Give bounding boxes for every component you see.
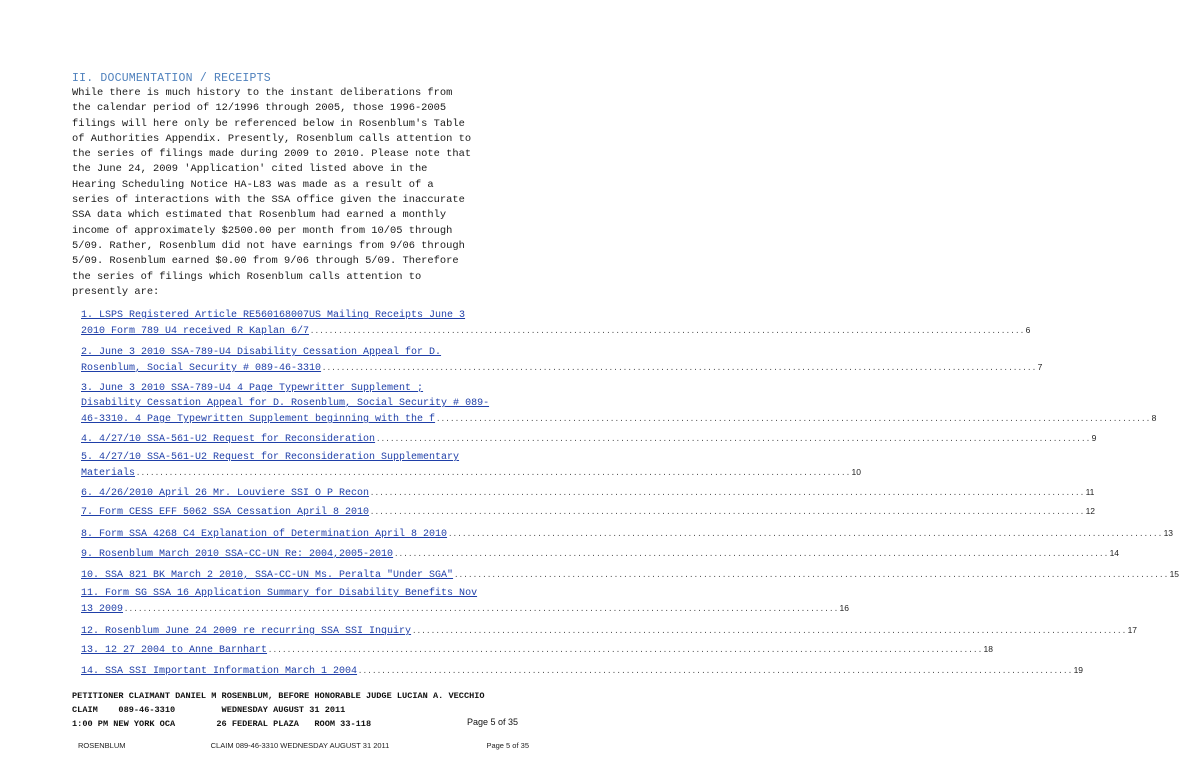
toc-entry-12[interactable] bbox=[81, 623, 1138, 638]
paragraph-line: series of interactions with the SSA office given the inaccurate bbox=[72, 194, 465, 207]
toc-entry-text[interactable]: Materials bbox=[81, 468, 136, 479]
paragraph-line: SSA data which estimated that Rosenblum had earned a monthly bbox=[72, 209, 447, 222]
toc-entry-11[interactable] bbox=[81, 586, 849, 616]
paragraph-line: filings will here only be referenced below in Rosenblum's Table bbox=[72, 117, 465, 130]
leader-dots: ........................................................................................................................................................ bbox=[412, 628, 1127, 636]
toc-entry-9[interactable] bbox=[81, 546, 1120, 561]
toc-page-number: 12 bbox=[1085, 506, 1096, 516]
toc-entry-8[interactable] bbox=[81, 526, 1174, 541]
paragraph-line: While there is much history to the instant deliberations from bbox=[72, 87, 453, 99]
toc-entry-text[interactable]: 3. June 3 2010 SSA-789-U4 4 Page Typewritter Supplement ; bbox=[81, 383, 424, 394]
toc-entry-14[interactable] bbox=[81, 663, 1084, 678]
toc-entry-5[interactable] bbox=[81, 450, 861, 480]
toc-entry-6[interactable] bbox=[81, 485, 1095, 500]
leader-dots: ........................................................................................................................................................ bbox=[454, 572, 1169, 580]
toc-page-number: 16 bbox=[839, 603, 849, 613]
leader-dots: ........................................................................................................................................................ bbox=[436, 416, 1151, 424]
toc-entry-text[interactable]: 6. 4/26/2010 April 26 Mr. Louviere SSI O P Recon bbox=[81, 488, 370, 499]
toc-entry-text[interactable]: 13 2009 bbox=[81, 604, 124, 615]
toc-page-number: 10 bbox=[851, 467, 861, 477]
toc-page-number: 18 bbox=[983, 644, 994, 654]
case-footer bbox=[72, 689, 485, 731]
toc-entry-text[interactable]: 5. 4/27/10 SSA-561-U2 Request for Reconsideration Supplementary bbox=[81, 452, 460, 463]
leader-dots: ........................................................................................................................................................ bbox=[376, 436, 1091, 444]
leader-dots: ........................................................................................................................................................ bbox=[136, 470, 851, 478]
toc-page-number: 15 bbox=[1169, 569, 1179, 579]
toc-entry-10[interactable] bbox=[81, 567, 1179, 582]
footer-claim-line: CLAIM 089-46-3310 WEDNESDAY AUGUST 31 2011 bbox=[72, 705, 346, 715]
leader-dots: ........................................................................................................................................................ bbox=[124, 606, 839, 614]
toc-page-number: 19 bbox=[1073, 665, 1084, 675]
paragraph-line: 5/09. Rather, Rosenblum did not have earnings from 9/06 through bbox=[72, 239, 465, 252]
toc-entry-7[interactable] bbox=[81, 504, 1096, 519]
leader-dots: ........................................................................................................................................................ bbox=[448, 531, 1163, 539]
toc-entry-3[interactable] bbox=[81, 381, 1157, 426]
toc-page-number: 7 bbox=[1037, 362, 1043, 372]
toc-entry-text[interactable]: 2010 Form 789 U4 received R Kaplan 6/7 bbox=[81, 326, 310, 337]
toc-entry-text[interactable]: 7. Form CESS EFF 5062 SSA Cessation April 8 2010 bbox=[81, 507, 370, 518]
toc-entry-text[interactable]: 1. LSPS Registered Article RE560168007US Mailing Receipts June 3 bbox=[81, 310, 466, 321]
toc-entry-text[interactable]: 8. Form SSA 4268 C4 Explanation of Determination April 8 2010 bbox=[81, 529, 448, 540]
toc-page-number: 11 bbox=[1085, 487, 1095, 497]
toc-entry-text[interactable]: Rosenblum, Social Security # 089-46-3310 bbox=[81, 363, 322, 374]
toc-page-number: 6 bbox=[1025, 325, 1031, 335]
leader-dots: ........................................................................................................................................................ bbox=[310, 328, 1025, 336]
page-number-label: Page 5 of 35 bbox=[467, 717, 519, 727]
footer-petitioner-line: PETITIONER CLAIMANT DANIEL M ROSENBLUM, BEFORE HONORABLE JUDGE LUCIAN A. VECCHIO bbox=[72, 691, 485, 701]
toc-entry-text[interactable]: 12. Rosenblum June 24 2009 re recurring SSA SSI Inquiry bbox=[81, 626, 412, 637]
toc-entry-4[interactable] bbox=[81, 431, 1097, 446]
running-footer-right: Page 5 of 35 bbox=[486, 741, 529, 750]
paragraph-line: 5/09. Rosenblum earned $0.00 from 9/06 through 5/09. Therefore bbox=[72, 255, 459, 268]
toc-entry-text[interactable]: Disability Cessation Appeal for D. Rosenblum, Social Security # 089- bbox=[81, 398, 490, 409]
toc-entry-text[interactable]: 13. 12 27 2004 to Anne Barnhart bbox=[81, 645, 268, 656]
paragraph-line: Hearing Scheduling Notice HA-L83 was made as a result of a bbox=[72, 178, 434, 191]
toc-page-number: 9 bbox=[1091, 433, 1097, 443]
paragraph-line: the June 24, 2009 'Application' cited listed above in the bbox=[72, 163, 428, 176]
footer-time-location-line: 1:00 PM NEW YORK OCA 26 FEDERAL PLAZA ROOM 33-118 bbox=[72, 719, 372, 729]
paragraph-line: presently are: bbox=[72, 285, 160, 298]
paragraph-line: the series of filings which Rosenblum calls attention to bbox=[72, 270, 422, 283]
section-heading: II. DOCUMENTATION / RECEIPTS bbox=[72, 72, 271, 85]
paragraph-line: the calendar period of 12/1996 through 2005, those 1996-2005 bbox=[72, 102, 447, 115]
toc-page-number: 14 bbox=[1109, 548, 1120, 558]
leader-dots: ........................................................................................................................................................ bbox=[370, 490, 1085, 498]
leader-dots: ........................................................................................................................................................ bbox=[358, 668, 1073, 676]
leader-dots: ........................................................................................................................................................ bbox=[370, 509, 1085, 517]
toc-entry-text[interactable]: 2. June 3 2010 SSA-789-U4 Disability Cessation Appeal for D. bbox=[81, 347, 442, 358]
paragraph-line: income of approximately $2500.00 per month from 10/05 through bbox=[72, 224, 453, 237]
body-paragraph bbox=[72, 86, 532, 300]
toc-entry-text[interactable]: 4. 4/27/10 SSA-561-U2 Request for Reconsideration bbox=[81, 434, 376, 445]
toc-entry-text[interactable]: 11. Form SG SSA 16 Application Summary for Disability Benefits Nov bbox=[81, 588, 478, 599]
toc-entry-text[interactable]: 9. Rosenblum March 2010 SSA-CC-UN Re: 2004,2005-2010 bbox=[81, 549, 394, 560]
running-footer-center: CLAIM 089-46-3310 WEDNESDAY AUGUST 31 2011 bbox=[210, 741, 390, 750]
toc-page-number: 17 bbox=[1127, 625, 1138, 635]
toc-page-number: 13 bbox=[1163, 528, 1174, 538]
toc-entry-13[interactable] bbox=[81, 642, 994, 657]
running-footer-left: ROSENBLUM bbox=[78, 741, 126, 750]
toc-page-number: 8 bbox=[1151, 413, 1157, 423]
toc-entry-1[interactable] bbox=[81, 308, 1031, 338]
toc-entry-2[interactable] bbox=[81, 345, 1043, 375]
toc-entry-text[interactable]: 46-3310. 4 Page Typewritten Supplement beginning with the f bbox=[81, 414, 436, 425]
toc-entry-text[interactable]: 14. SSA SSI Important Information March 1 2004 bbox=[81, 666, 358, 677]
paragraph-line: of Authorities Appendix. Presently, Rosenblum calls attention to bbox=[72, 132, 472, 145]
toc-entry-text[interactable]: 10. SSA 821 BK March 2 2010, SSA-CC-UN Ms. Peralta "Under SGA" bbox=[81, 570, 454, 581]
paragraph-line: the series of filings made during 2009 to 2010. Please note that bbox=[72, 148, 472, 161]
leader-dots: ........................................................................................................................................................ bbox=[322, 365, 1037, 373]
leader-dots: ........................................................................................................................................................ bbox=[268, 647, 983, 655]
leader-dots: ........................................................................................................................................................ bbox=[394, 551, 1109, 559]
